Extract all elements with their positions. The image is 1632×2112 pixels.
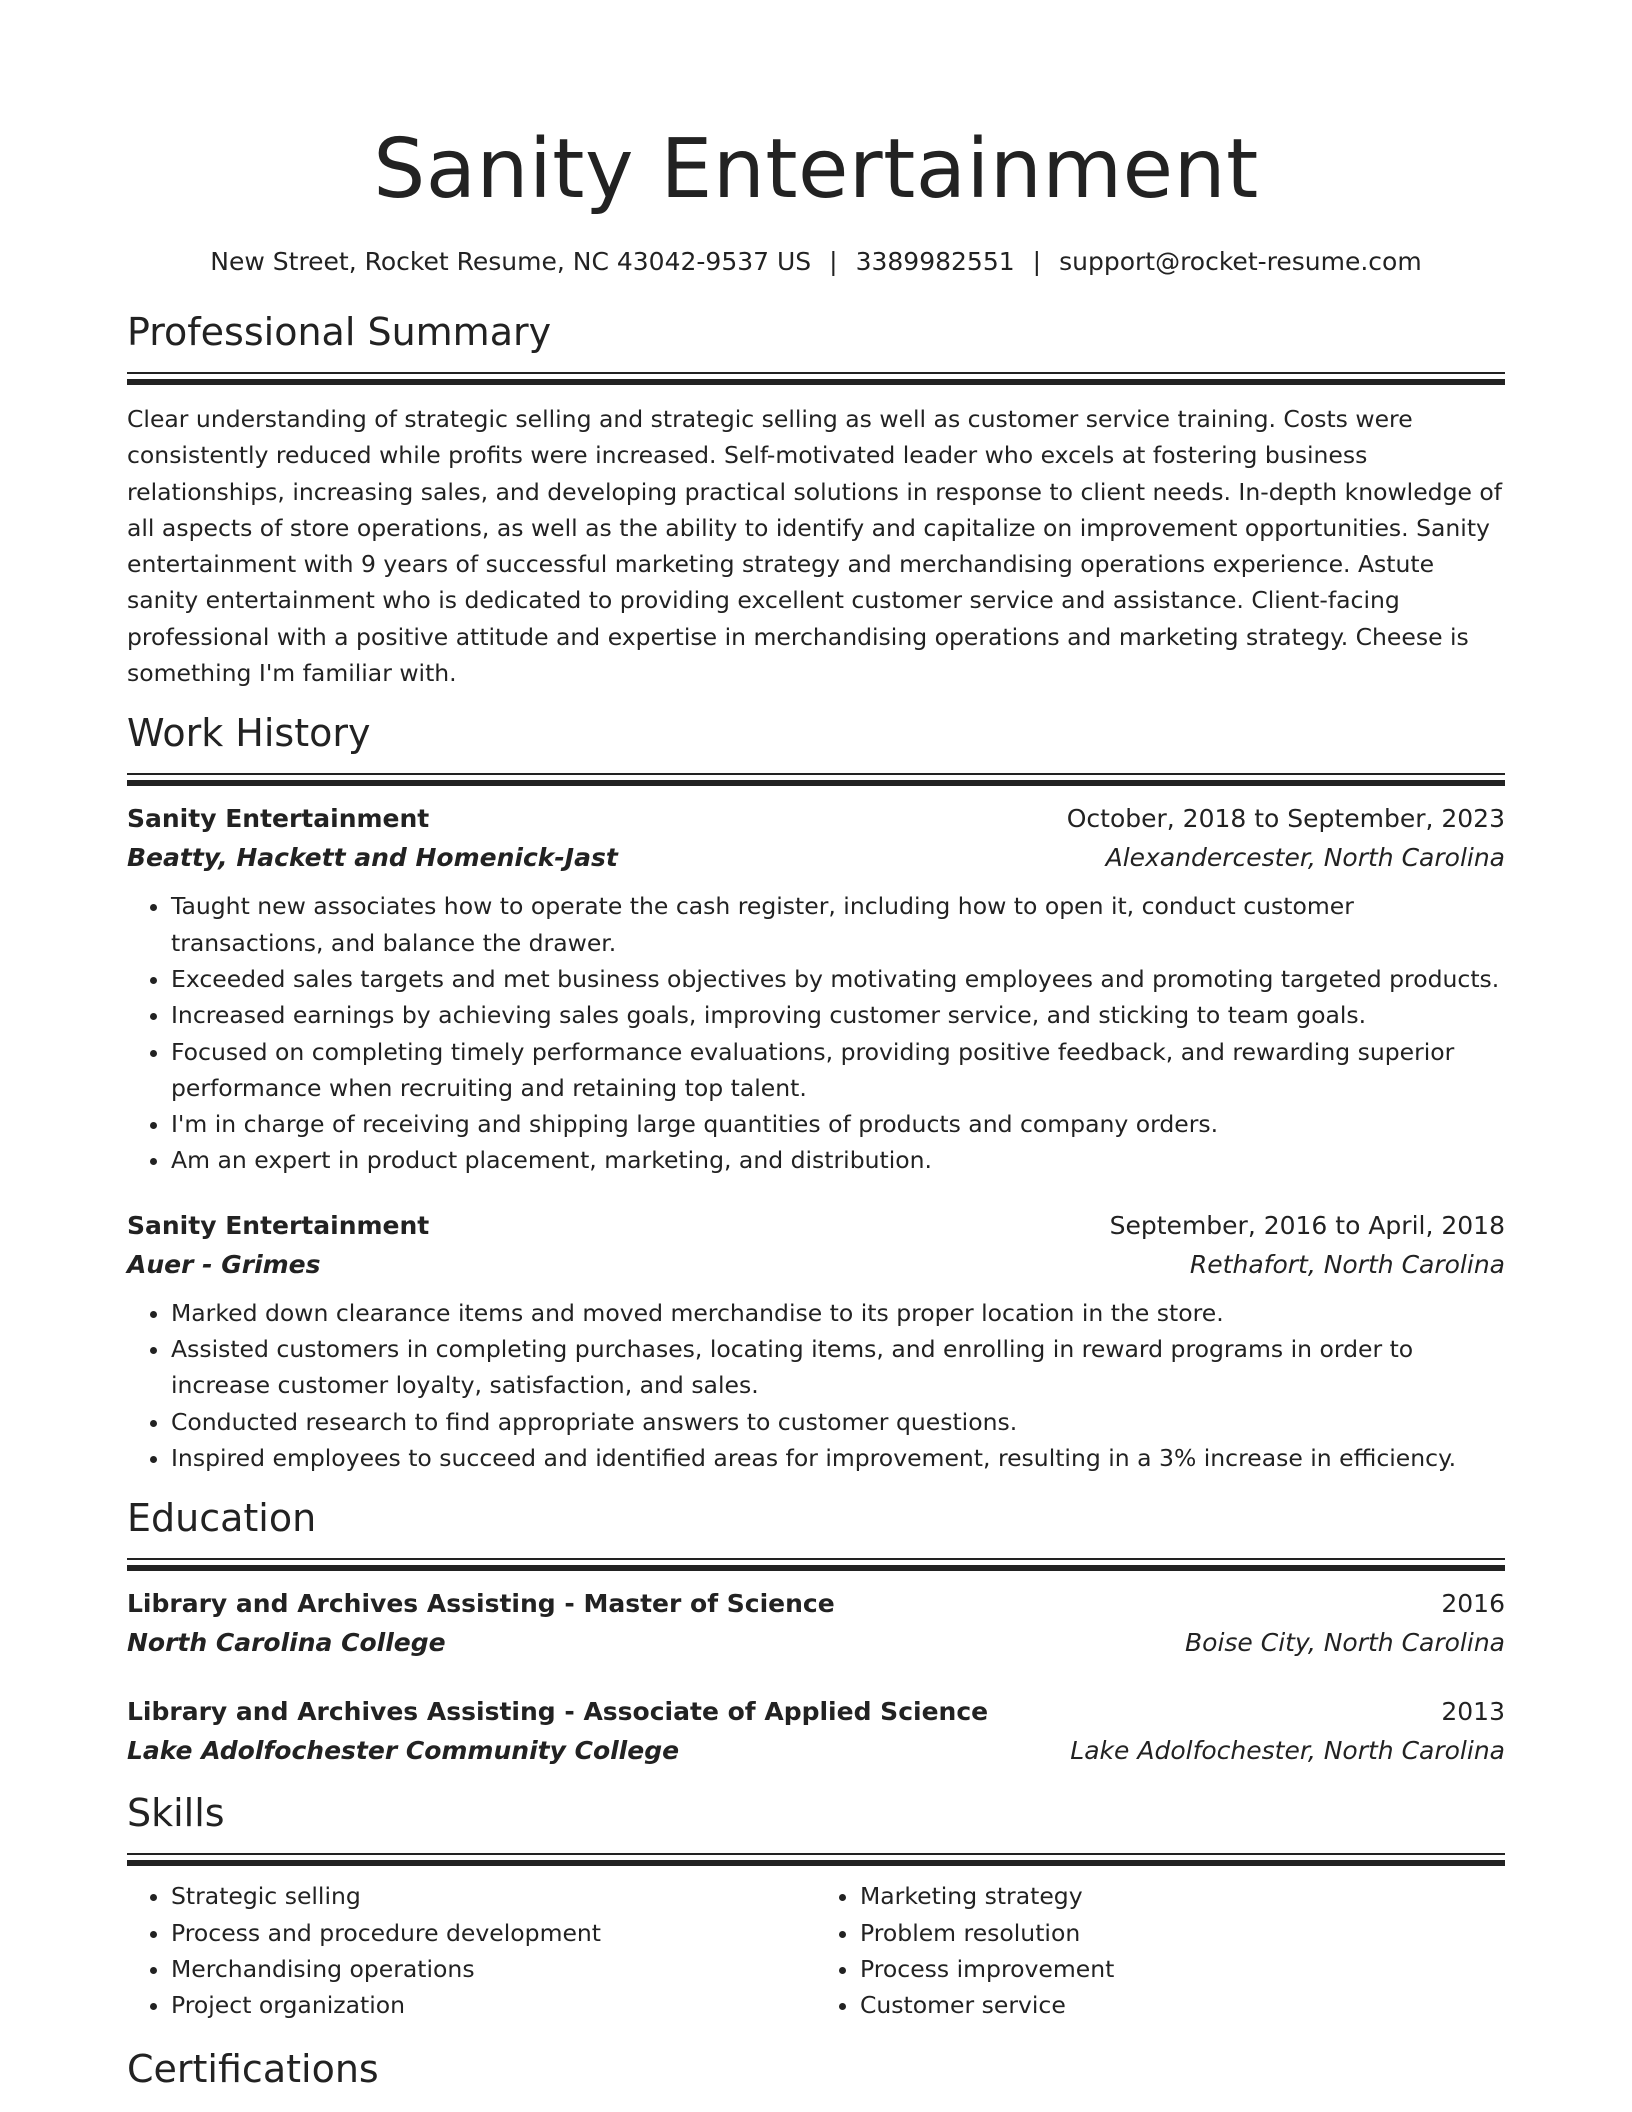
school-location: Boise City, North Carolina [1185,1628,1505,1658]
list-item: • Am an expert in product placement, marketing, and distribution. [171,1142,1505,1178]
job-dates: September, 2016 to April, 2018 [1109,1210,1505,1240]
job-position: Sanity Entertainment [127,804,430,834]
education-entry [127,1693,1505,1771]
list-item: • Focused on completing timely performance evaluations, providing positive feedback, and rewarding superior performance when recruiting and retaining top talent. [171,1034,1505,1107]
summary-section [127,308,1505,691]
list-item: • Marked down clearance items and moved merchandise to its proper location in the store. [171,1295,1505,1331]
job-entry [127,800,1505,1178]
skills-column-right [816,1878,1505,2023]
summary-text: Clear understanding of strategic selling and strategic selling as well as customer service training. Costs were consistently reduced while profits were increased. Self-motivated leader who excels at fostering business relationships, increasing sales, and developing practical solutions in response to client needs. In-depth knowledge of all aspects of store operations, as well as the ability to identify and capitalize on improvement opportunities. Sanity entertainment with 9 years of successful marketing strategy and merchandising operations experience. Astute sanity entertainment who is dedicated to providing excellent customer service and assistance. Client-facing professional with a positive attitude and expertise in merchandising operations and marketing strategy. Cheese is something I'm familiar with. [127,405,1503,688]
section-title: Work History [127,711,371,756]
certifications-section [127,2045,1505,2093]
job-location: Rethafort, North Carolina [1189,1249,1505,1279]
list-item: • I'm in charge of receiving and shipping large quantities of products and company orders. [171,1106,1505,1142]
list-item: • Assisted customers in completing purchases, locating items, and enrolling in reward programs in order to increase customer loyalty, satisfaction, and sales. [171,1331,1505,1404]
contact-line [127,246,1505,278]
section-title: Skills [127,1791,225,1836]
skills-column-left [127,1878,816,2023]
list-item: • Taught new associates how to operate the cash register, including how to open it, conduct customer transactions, and balance the drawer. [171,888,1505,961]
list-item: • Inspired employees to succeed and identified areas for improvement, resulting in a 3% increase in efficiency. [171,1440,1505,1476]
education-section [127,1494,1505,1771]
job-dates: October, 2018 to September, 2023 [1066,804,1505,834]
section-divider [127,780,1505,786]
skill-item: • Customer service [860,1987,1505,2023]
section-divider [127,1860,1505,1866]
job-bullets [127,888,1505,1178]
job-entry [127,1207,1505,1476]
job-position: Sanity Entertainment [127,1210,430,1240]
section-divider [127,379,1505,385]
contact-separator: | [829,247,838,276]
section-divider [127,1853,1505,1855]
section-divider [127,372,1505,374]
degree-title: Library and Archives Assisting - Master of Science [127,1589,835,1619]
section-divider [127,773,1505,775]
education-entry [127,1585,1505,1663]
skills-grid [127,1878,1505,2023]
candidate-name: Sanity Entertainment [373,122,1259,217]
skill-item: • Merchandising operations [171,1951,816,1987]
job-company: Auer - Grimes [127,1249,321,1279]
skill-item: • Marketing strategy [860,1878,1505,1914]
list-item: • Increased earnings by achieving sales goals, improving customer service, and sticking to team goals. [171,997,1505,1033]
contact-separator: | [1032,247,1042,276]
skill-item: • Project organization [171,1987,816,2023]
work-history-section [127,709,1505,1476]
section-title: Professional Summary [127,310,552,354]
section-divider [127,1565,1505,1571]
job-location: Alexandercester, North Carolina [1105,843,1505,873]
skill-item: • Strategic selling [171,1878,816,1914]
school-name: Lake Adolfochester Community College [127,1736,680,1766]
skill-item: • Process improvement [860,1951,1505,1987]
skills-section [127,1789,1505,2023]
contact-address: New Street, Rocket Resume, NC 43042-9537 US [210,247,812,276]
degree-year: 2016 [1441,1589,1505,1619]
list-item: • Exceeded sales targets and met business objectives by motivating employees and promoting targeted products. [171,961,1505,997]
job-bullets [127,1295,1505,1476]
section-title: Education [127,1496,317,1541]
section-title: Certifications [127,2047,379,2092]
skill-item: • Problem resolution [860,1915,1505,1951]
school-name: North Carolina College [127,1628,446,1658]
degree-year: 2013 [1441,1697,1505,1727]
contact-phone: 3389982551 [855,247,1015,276]
degree-title: Library and Archives Assisting - Associate of Applied Science [127,1697,989,1727]
skill-item: • Process and procedure development [171,1915,816,1951]
contact-email[interactable]: support@rocket-resume.com [1059,247,1422,276]
section-divider [127,1558,1505,1560]
job-company: Beatty, Hackett and Homenick-Jast [127,843,618,873]
school-location: Lake Adolfochester, North Carolina [1070,1736,1505,1766]
list-item: • Conducted research to find appropriate answers to customer questions. [171,1404,1505,1440]
